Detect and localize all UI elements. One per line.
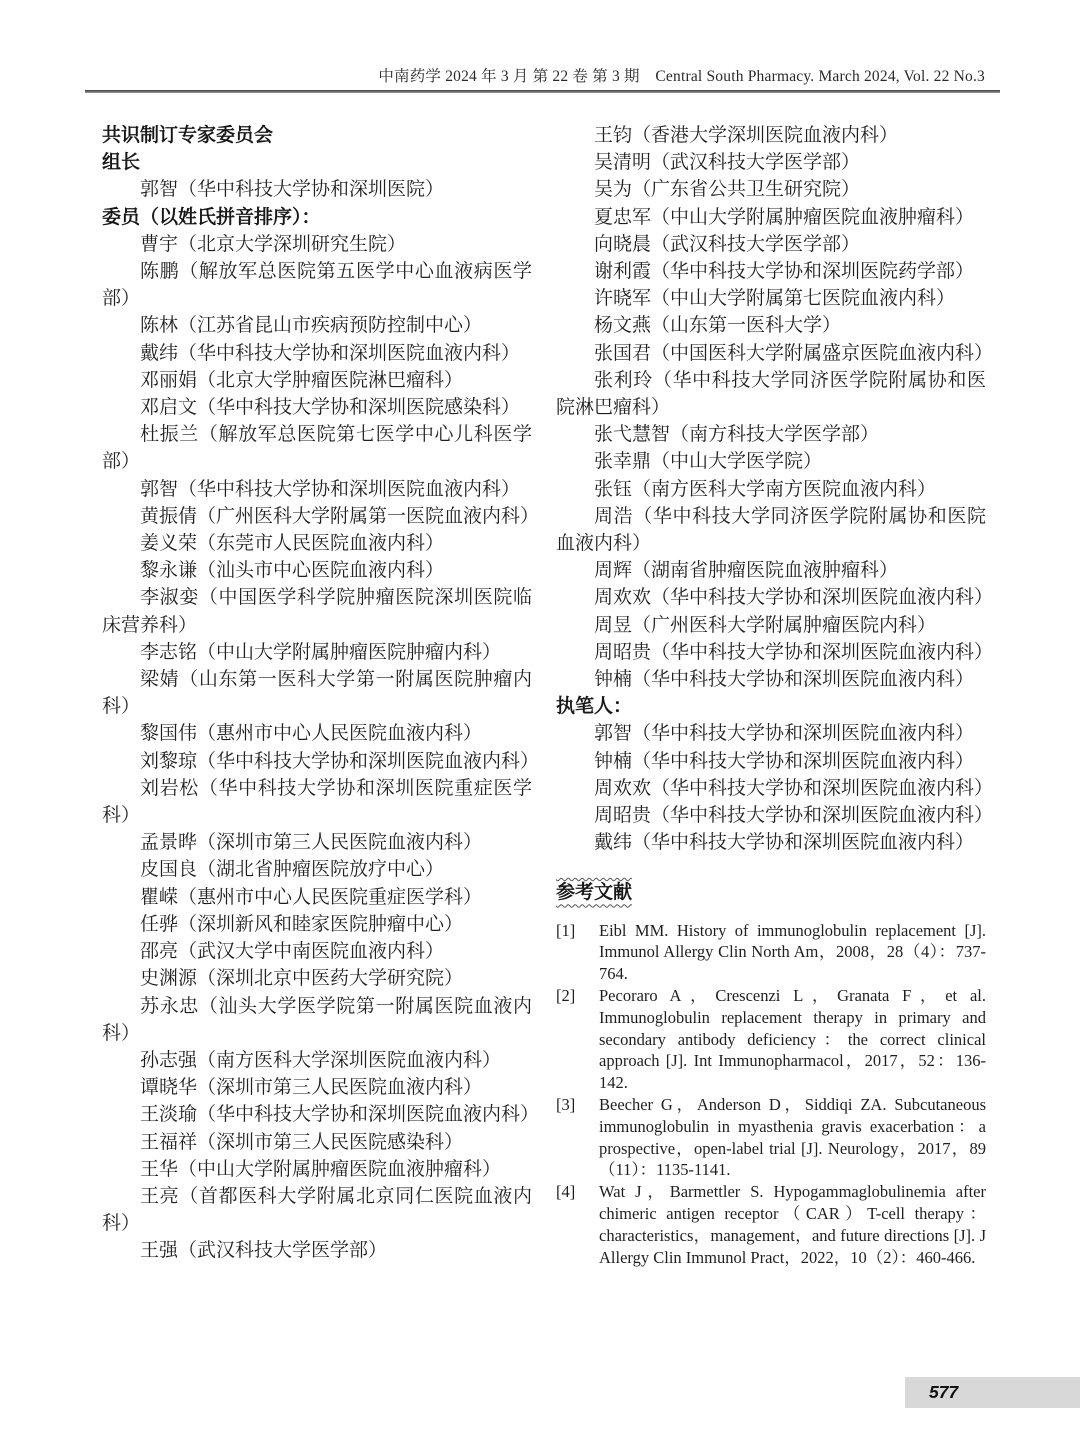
member-entry: 周辉（湖南省肿瘤医院血液肿瘤科） <box>594 560 899 582</box>
member-entry: 王强（武汉科技大学医学部） <box>140 1240 388 1262</box>
member-entry: 苏永忠（汕头大学医学院第一附属医院血液内科） <box>102 995 532 1044</box>
references-heading-row <box>556 879 986 906</box>
page-number: 577 <box>929 1382 959 1402</box>
member-entry: 黎国伟（惠州市中心人民医院血液内科） <box>140 723 483 745</box>
member-entry: 陈林（江苏省昆山市疾病预防控制中心） <box>140 315 483 337</box>
member-entry: 李志铭（中山大学附属肿瘤医院肿瘤内科） <box>140 641 502 663</box>
member-entry: 瞿嵘（惠州市中心人民医院重症医学科） <box>140 886 483 908</box>
member-entry: 孟景晔（深圳市第三人民医院血液内科） <box>140 832 483 854</box>
left-column <box>102 122 540 1265</box>
page-number-box <box>905 1377 1080 1408</box>
leader-list <box>102 176 532 203</box>
member-entry: 张国君（中国医科大学附属盛京医院血液内科） <box>594 342 994 364</box>
member-entry: 吴为（广东省公共卫生研究院） <box>594 179 861 201</box>
header-rule <box>85 90 1000 93</box>
reference-number: [2] <box>556 986 576 1006</box>
member-entry: 周欢欢（华中科技大学协和深圳医院血液内科） <box>594 587 994 609</box>
writer-entry: 钟楠（华中科技大学协和深圳医院血液内科） <box>594 750 975 772</box>
member-entry: 邵亮（武汉大学中南医院血液内科） <box>140 941 445 963</box>
reference-number: [4] <box>556 1182 576 1202</box>
member-entry: 王淡瑜（华中科技大学协和深圳医院血液内科） <box>140 1104 540 1126</box>
member-entry: 杜振兰（解放军总医院第七医学中心儿科医学部） <box>102 424 532 473</box>
reference-text: Eibl MM. History of immunoglobulin replacement [J]. Immunol Allergy Clin North Am，2008，28（4）：737-764. <box>599 920 986 984</box>
reference-number: [1] <box>556 920 576 940</box>
writer-entry: 郭智（华中科技大学协和深圳医院血液内科） <box>594 723 975 745</box>
reference-item <box>556 985 986 1094</box>
leader-entry: 郭智（华中科技大学协和深圳医院） <box>140 179 445 201</box>
member-entry: 钟楠（华中科技大学协和深圳医院血液内科） <box>594 669 975 691</box>
members-heading: 委员（以姓氏拼音排序）： <box>102 206 321 228</box>
member-entry: 张幸鼎（中山大学医学院） <box>594 451 823 473</box>
references-heading: 参考文献 <box>556 882 633 904</box>
reference-item <box>556 1094 986 1181</box>
members-list-col1 <box>102 231 540 1265</box>
member-entry: 张利玲（华中科技大学同济医学院附属协和医院淋巴瘤科） <box>556 369 986 419</box>
reference-text: Wat J，Barmettler S. Hypogammaglobulinemia after chimeric antigen receptor（CAR）T-cell therapy：characteristics，management，and future directions [J]. J Allergy Clin Immunol Pract，2022，10（2）：460-466. <box>599 1182 986 1267</box>
writer-entry: 戴纬（华中科技大学协和深圳医院血液内科） <box>594 832 975 854</box>
member-entry: 陈鹏（解放军总医院第五医学中心血液病医学部） <box>102 261 532 310</box>
reference-item <box>556 920 986 985</box>
member-entry: 许晓军（中山大学附属第七医院血液内科） <box>594 288 956 310</box>
leader-heading: 组长 <box>102 152 141 174</box>
journal-header-line: 中南药学 2024 年 3 月 第 22 卷 第 3 期 Central South Pharmacy. March 2024, Vol. 22 No.3 <box>378 68 985 85</box>
writers-heading: 执笔人： <box>556 696 633 718</box>
members-list-col2 <box>556 122 994 693</box>
member-entry: 孙志强（南方医科大学深圳医院血液内科） <box>140 1049 502 1071</box>
writer-entry: 周昭贵（华中科技大学协和深圳医院血液内科） <box>594 805 994 827</box>
member-entry: 戴纬（华中科技大学协和深圳医院血液内科） <box>140 342 521 364</box>
member-entry: 周昭贵（华中科技大学协和深圳医院血液内科） <box>594 641 994 663</box>
member-entry: 王华（中山大学附属肿瘤医院血液肿瘤科） <box>140 1158 502 1180</box>
member-entry: 王亮（首都医科大学附属北京同仁医院血液内科） <box>102 1185 532 1235</box>
member-entry: 王福祥（深圳市第三人民医院感染科） <box>140 1131 464 1153</box>
member-entry: 谢利霞（华中科技大学协和深圳医院药学部） <box>594 261 975 283</box>
member-entry: 黎永谦（汕头市中心医院血液内科） <box>140 560 445 582</box>
reference-text: Pecoraro A，Crescenzi L，Granata F，et al. Immunoglobulin replacement therapy in primary and secondary antibody deficiency：the correct clinical approach [J]. Int Immunopharmacol，2017，52：136-142. <box>599 986 986 1093</box>
member-entry: 谭晓华（深圳市第三人民医院血液内科） <box>140 1077 483 1099</box>
member-entry: 周浩（华中科技大学同济医学院附属协和医院血液内科） <box>556 505 986 555</box>
member-entry: 张钰（南方医科大学南方医院血液内科） <box>594 478 937 500</box>
member-entry: 刘黎琼（华中科技大学协和深圳医院血液内科） <box>140 750 540 772</box>
reference-item <box>556 1181 986 1268</box>
member-entry: 曹宇（北京大学深圳研究生院） <box>140 233 407 255</box>
member-entry: 梁婧（山东第一医科大学第一附属医院肿瘤内科） <box>102 669 532 718</box>
member-entry: 李淑娈（中国医学科学院肿瘤医院深圳医院临床营养科） <box>102 587 532 636</box>
member-entry: 向晓晨（武汉科技大学医学部） <box>594 233 861 255</box>
member-entry: 皮国良（湖北省肿瘤医院放疗中心） <box>140 859 445 881</box>
references-list <box>556 920 986 1269</box>
member-entry: 郭智（华中科技大学协和深圳医院血液内科） <box>140 478 521 500</box>
reference-text: Beecher G，Anderson D，Siddiqi ZA. Subcutaneous immunoglobulin in myasthenia gravis exacerbation：a prospective，open-label trial [J]. Neurology，2017，89（11）：1135-1141. <box>599 1095 986 1180</box>
member-entry: 周昱（广州医科大学附属肿瘤医院内科） <box>594 614 937 636</box>
reference-number: [3] <box>556 1095 576 1115</box>
member-entry: 刘岩松（华中科技大学协和深圳医院重症医学科） <box>102 777 532 827</box>
member-entry: 黄振倩（广州医科大学附属第一医院血液内科） <box>140 505 540 527</box>
writers-list <box>556 720 994 856</box>
member-entry: 张弋慧智（南方科技大学医学部） <box>594 424 880 446</box>
member-entry: 邓启文（华中科技大学协和深圳医院感染科） <box>140 397 521 419</box>
member-entry: 夏忠军（中山大学附属肿瘤医院血液肿瘤科） <box>594 206 975 228</box>
member-entry: 杨文燕（山东第一医科大学） <box>594 315 842 337</box>
member-entry: 吴清明（武汉科技大学医学部） <box>594 152 861 174</box>
committee-title: 共识制订专家委员会 <box>102 125 274 146</box>
member-entry: 任骅（深圳新风和睦家医院肿瘤中心） <box>140 913 464 935</box>
writer-entry: 周欢欢（华中科技大学协和深圳医院血液内科） <box>594 777 994 799</box>
member-entry: 史渊源（深圳北京中医药大学研究院） <box>140 968 464 990</box>
right-column <box>556 122 994 1268</box>
member-entry: 王钧（香港大学深圳医院血液内科） <box>594 125 899 146</box>
member-entry: 姜义荣（东莞市人民医院血液内科） <box>140 533 445 555</box>
member-entry: 邓丽娟（北京大学肿瘤医院淋巴瘤科） <box>140 369 464 391</box>
